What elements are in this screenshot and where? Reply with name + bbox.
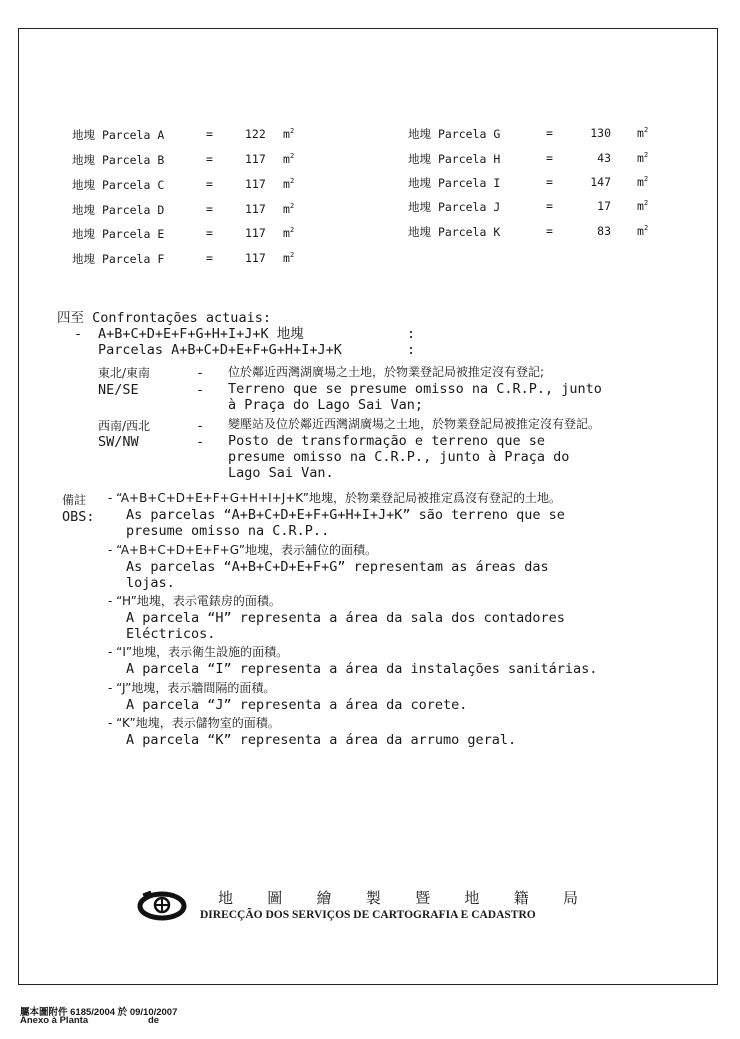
parcel-row: 地塊 Parcela J	[408, 200, 501, 214]
parcel-row: 地塊 Parcela G	[408, 127, 501, 141]
parcel-row: 地塊 Parcela D	[72, 203, 165, 217]
dscc-logo-icon	[137, 889, 187, 921]
agency-name-zh: 地 圖 繪 製 暨 地 籍 局	[218, 889, 578, 907]
parcel-row: 地塊 Parcela H	[408, 152, 501, 166]
parcel-row: 地塊 Parcela A	[72, 128, 165, 142]
parcel-row: 地塊 Parcela I	[408, 176, 501, 190]
parcel-row: 地塊 Parcela F	[72, 252, 165, 266]
parcel-row: 地塊 Parcela B	[72, 153, 165, 167]
parcel-row: 地塊 Parcela K	[408, 225, 501, 239]
confrontacoes-heading: 四至 Confrontações actuais:	[57, 310, 271, 326]
parcel-row: 地塊 Parcela C	[72, 178, 165, 192]
parcel-row: 地塊 Parcela E	[72, 227, 165, 241]
agency-name: DIRECÇÃO DOS SERVIÇOS DE CARTOGRAFIA E CADASTRO	[200, 909, 536, 921]
